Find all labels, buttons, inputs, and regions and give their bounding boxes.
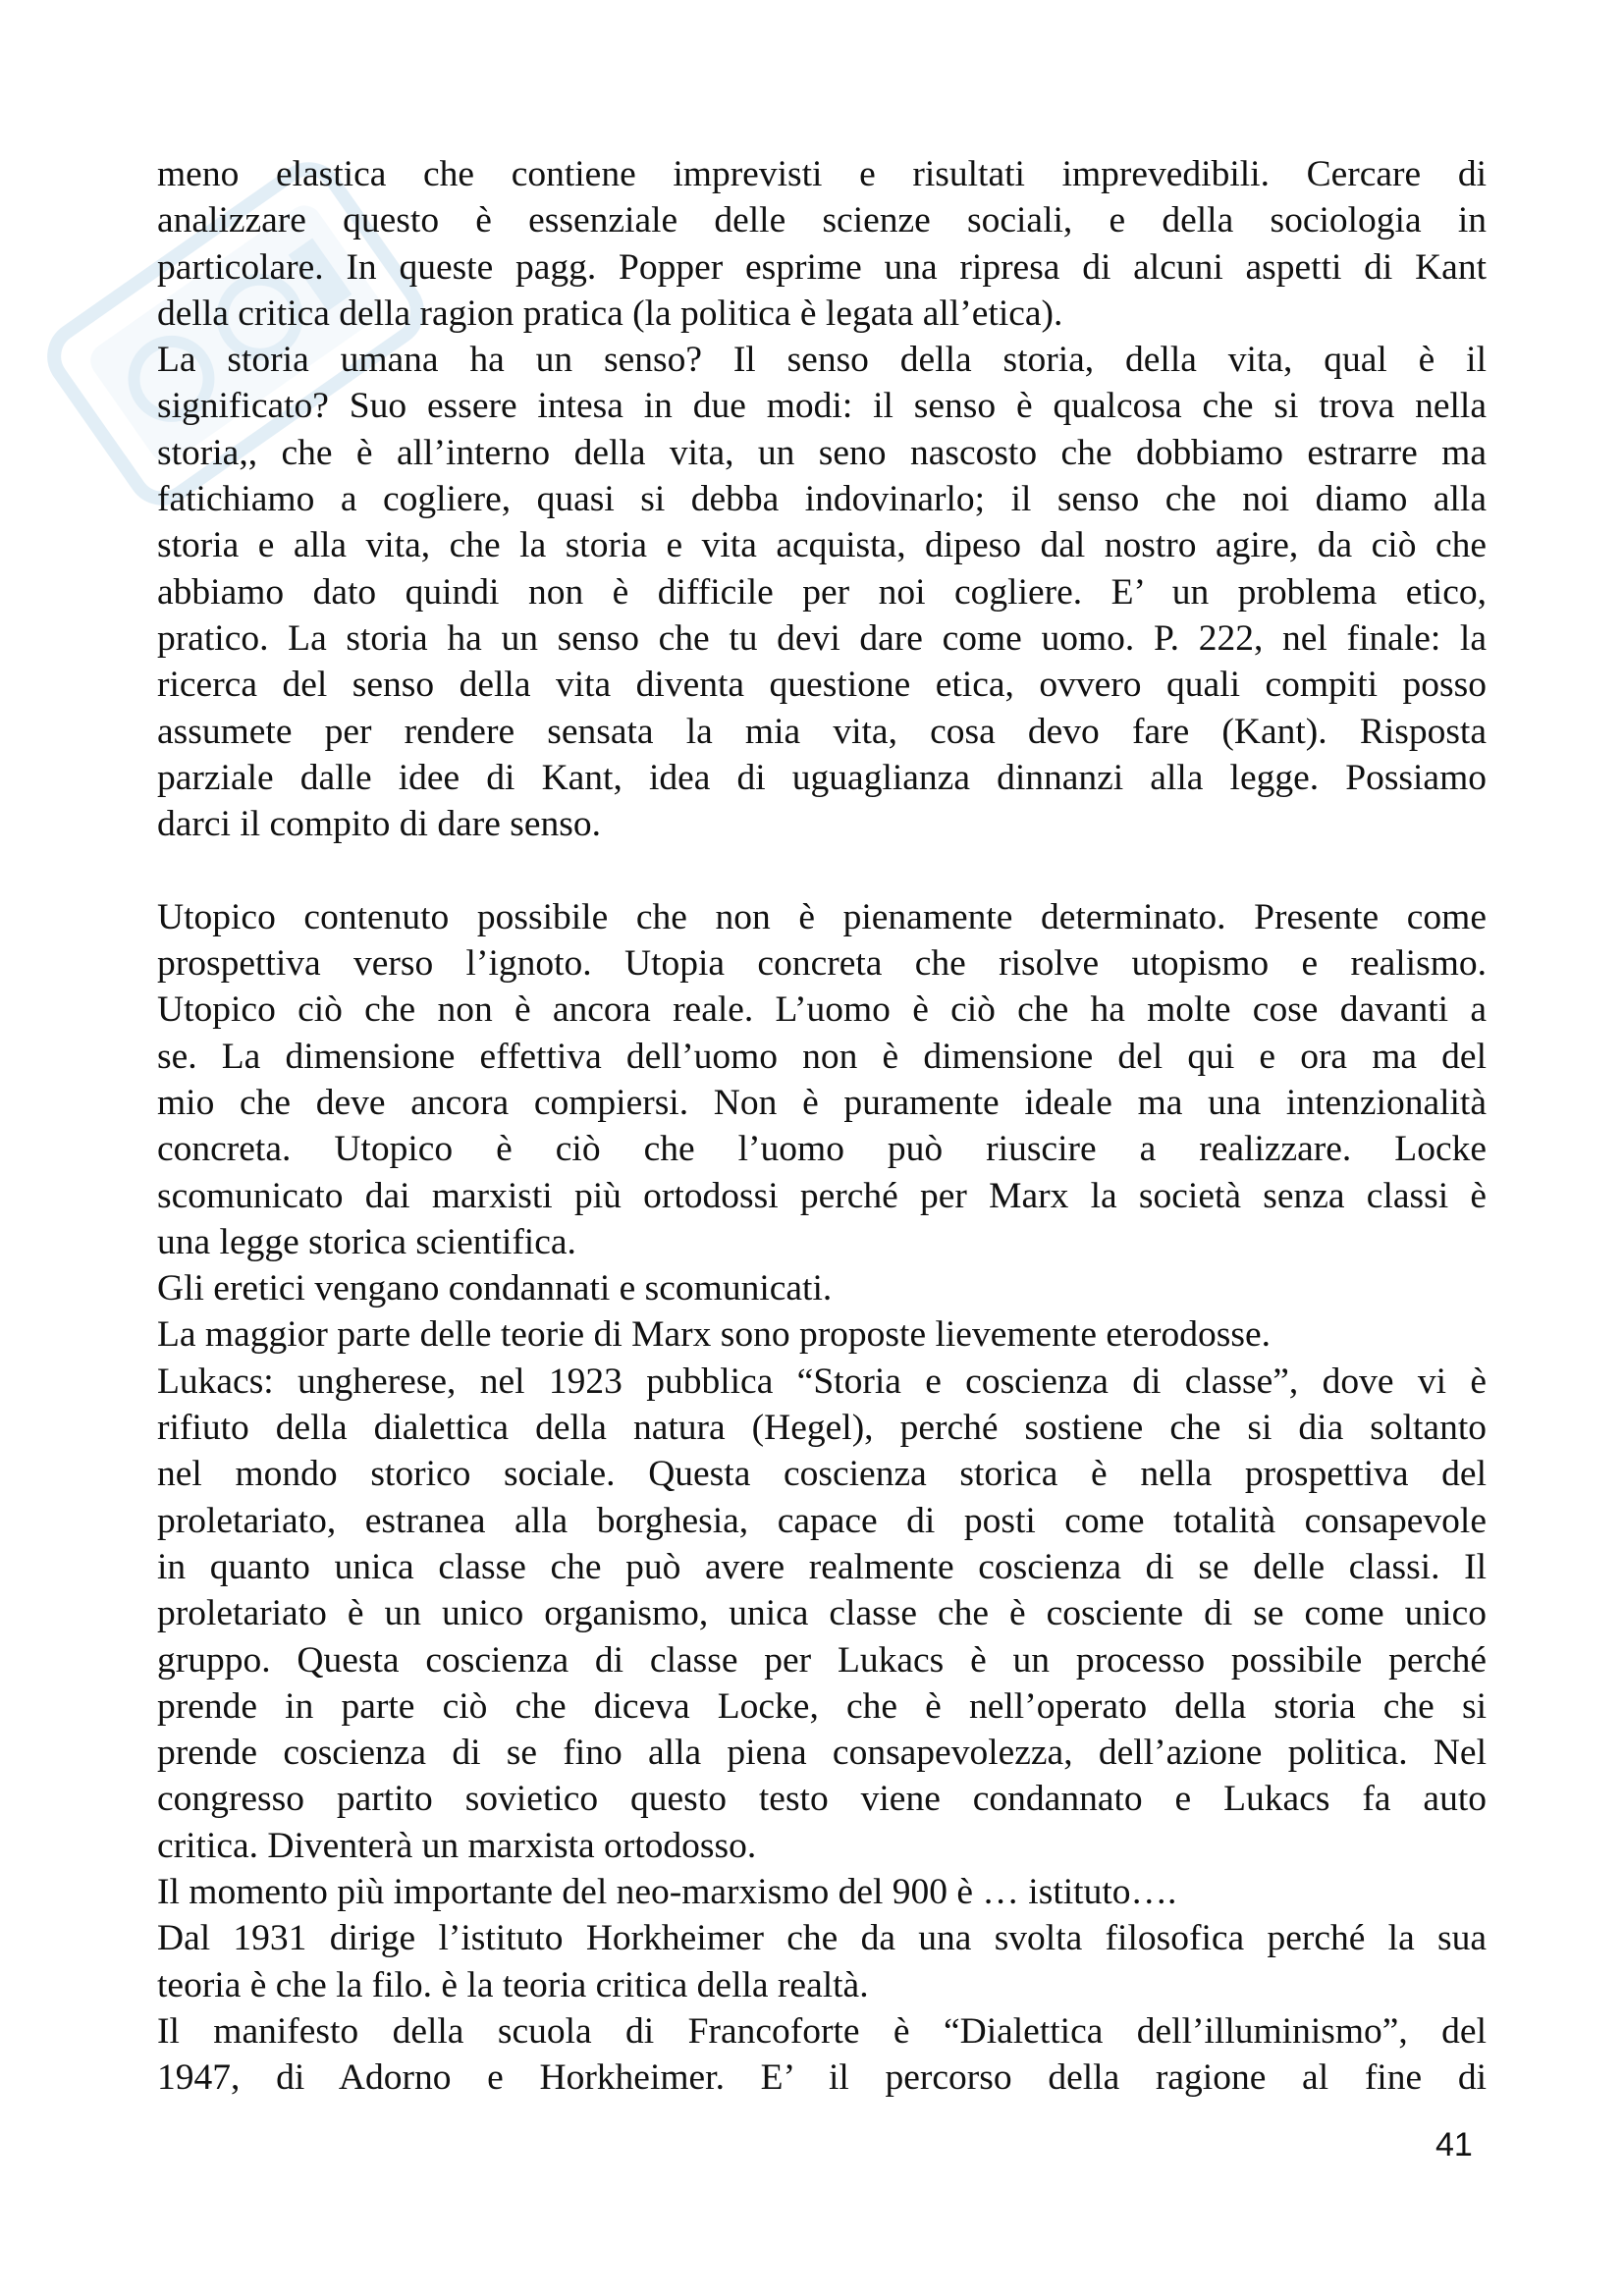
text-line: gruppo. Questa coscienza di classe per Lukacs è un processo possibile perché — [157, 1639, 1487, 1681]
text-line: Gli eretici vengano condannati e scomunicati. — [157, 1268, 833, 1309]
text-line: una legge storica scientifica. — [157, 1221, 576, 1262]
text-line: ricerca del senso della vita diventa questione etica, ovvero quali compiti posso — [157, 665, 1487, 706]
text-line: significato? Suo essere intesa in due modi: il senso è qualcosa che si trova nella — [157, 386, 1487, 427]
text-line: analizzare questo è essenziale delle scienze sociali, e della sociologia in — [157, 200, 1487, 241]
text-line: Lukacs: ungherese, nel 1923 pubblica “Storia e coscienza di classe”, dove vi è — [157, 1361, 1487, 1402]
text-line: rifiuto della dialettica della natura (Hegel), perché sostiene che si dia soltanto — [157, 1408, 1487, 1449]
paragraph-gap — [157, 847, 1487, 893]
text-line: Il momento più importante del neo-marxismo del 900 è … istituto…. — [157, 1871, 1177, 1912]
text-line: proletariato è un unico organismo, unica classe che è cosciente di se come unico — [157, 1593, 1487, 1634]
text-line: congresso partito sovietico questo testo viene condannato e Lukacs fa auto — [157, 1779, 1487, 1820]
text-line: mio che deve ancora compiersi. Non è puramente ideale ma una intenzionalità — [157, 1082, 1487, 1123]
text-line: particolare. In queste pagg. Popper esprime una ripresa di alcuni aspetti di Kant — [157, 246, 1487, 288]
text-line: parziale dalle idee di Kant, idea di uguaglianza dinnanzi alla legge. Possiamo — [157, 757, 1487, 798]
text-line: nel mondo storico sociale. Questa coscienza storica è nella prospettiva del — [157, 1454, 1487, 1495]
text-line: assumete per rendere sensata la mia vita, cosa devo fare (Kant). Risposta — [157, 711, 1487, 752]
text-line: proletariato, estranea alla borghesia, capace di posti come totalità consapevole — [157, 1500, 1487, 1541]
text-line: prende in parte ciò che diceva Locke, che è nell’operato della storia che si — [157, 1685, 1487, 1727]
text-line: Il manifesto della scuola di Francoforte è “Dialettica dell’illuminismo”, del — [157, 2010, 1487, 2052]
text-line: scomunicato dai marxisti più ortodossi perché per Marx la società senza classi è — [157, 1175, 1487, 1216]
text-line: Utopico contenuto possibile che non è pienamente determinato. Presente come — [157, 896, 1487, 937]
text-line: La maggior parte delle teorie di Marx sono proposte lievemente eterodosse. — [157, 1314, 1271, 1356]
text-line: 1947, di Adorno e Horkheimer. E’ il percorso della ragione al fine di — [157, 2057, 1487, 2099]
text-line: Utopico ciò che non è ancora reale. L’uomo è ciò che ha molte cose davanti a — [157, 989, 1487, 1031]
text-line: darci il compito di dare senso. — [157, 804, 601, 845]
text-line: La storia umana ha un senso? Il senso della storia, della vita, qual è il — [157, 340, 1487, 381]
text-line: della critica della ragion pratica (la politica è legata all’etica). — [157, 293, 1063, 334]
text-line: Dal 1931 dirige l’istituto Horkheimer che da una svolta filosofica perché la sua — [157, 1918, 1487, 1959]
text-line: prende coscienza di se fino alla piena consapevolezza, dell’azione politica. Nel — [157, 1733, 1487, 1774]
page-number: 41 — [1435, 2126, 1473, 2163]
text-line: pratico. La storia ha un senso che tu devi dare come uomo. P. 222, nel finale: la — [157, 617, 1487, 659]
text-line: abbiamo dato quindi non è difficile per noi cogliere. E’ un problema etico, — [157, 571, 1487, 613]
text-line: storia e alla vita, che la storia e vita acquista, dipeso dal nostro agire, da ciò che — [157, 525, 1487, 566]
text-line: in quanto unica classe che può avere realmente coscienza di se delle classi. Il — [157, 1546, 1487, 1587]
text-line: meno elastica che contiene imprevisti e risultati imprevedibili. Cercare di — [157, 154, 1487, 194]
text-line: se. La dimensione effettiva dell’uomo non è dimensione del qui e ora ma del — [157, 1036, 1487, 1077]
text-line: storia,, che è all’interno della vita, un seno nascosto che dobbiamo estrarre ma — [157, 432, 1487, 473]
text-line: critica. Diventerà un marxista ortodosso. — [157, 1825, 757, 1866]
text-line: teoria è che la filo. è la teoria critica della realtà. — [157, 1964, 869, 2005]
document-body — [157, 151, 1487, 2101]
text-line: concreta. Utopico è ciò che l’uomo può riuscire a realizzare. Locke — [157, 1129, 1487, 1170]
text-line: prospettiva verso l’ignoto. Utopia concreta che risolve utopismo e realismo. — [157, 943, 1487, 985]
text-line: fatichiamo a cogliere, quasi si debba indovinarlo; il senso che noi diamo alla — [157, 479, 1487, 520]
